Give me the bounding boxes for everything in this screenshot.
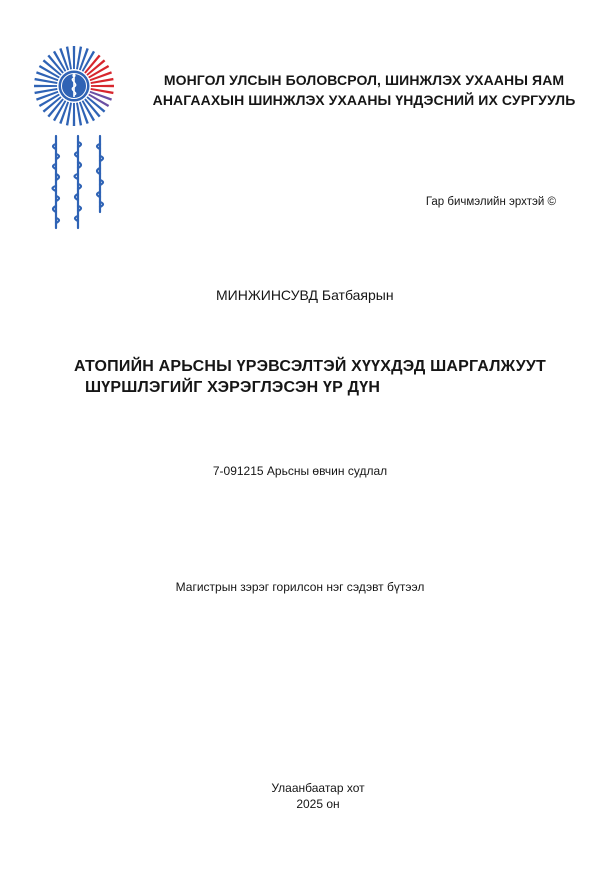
copyright-note: Гар бичмэлийн эрхтэй ©: [425, 196, 556, 208]
thesis-title-line2: ШҮРШЛЭГИЙГ ХЭРЭГЛЭСЭН ҮР ДҮН: [85, 379, 381, 396]
university-emblem-icon: [32, 44, 116, 128]
thesis-title-line1: АТОПИЙН АРЬСНЫ ҮРЭВСЭЛТЭЙ ХҮҮХДЭД ШАРГАЛЖУУТ: [74, 358, 547, 375]
emblem-ray: [73, 46, 75, 69]
emblem-ray: [91, 85, 114, 87]
degree-note: Магистрын зэрэг горилсон нэг сэдэвт бүтээл: [175, 580, 425, 594]
place: Улаанбаатар хот: [271, 781, 365, 795]
place-and-year: [0, 780, 600, 812]
emblem-ray: [34, 85, 57, 87]
specialty-code: 7-091215 Арьсны өвчин судлал: [212, 464, 388, 478]
thesis-title: [74, 356, 594, 398]
ministry-header: [146, 70, 582, 110]
university-name: АНАГААХЫН ШИНЖЛЭХ УХААНЫ ҮНДЭСНИЙ ИХ СУРГУУЛЬ: [152, 92, 576, 108]
year: 2025 он: [296, 797, 340, 811]
author-name: МИНЖИНСУВД Батбаярын: [216, 287, 394, 303]
ministry-name: МОНГОЛ УЛСЫН БОЛОВСРОЛ, ШИНЖЛЭХ УХААНЫ ЯАМ: [163, 72, 565, 88]
emblem-ray: [73, 103, 75, 126]
mongolian-script-emblem-icon: [42, 132, 112, 232]
